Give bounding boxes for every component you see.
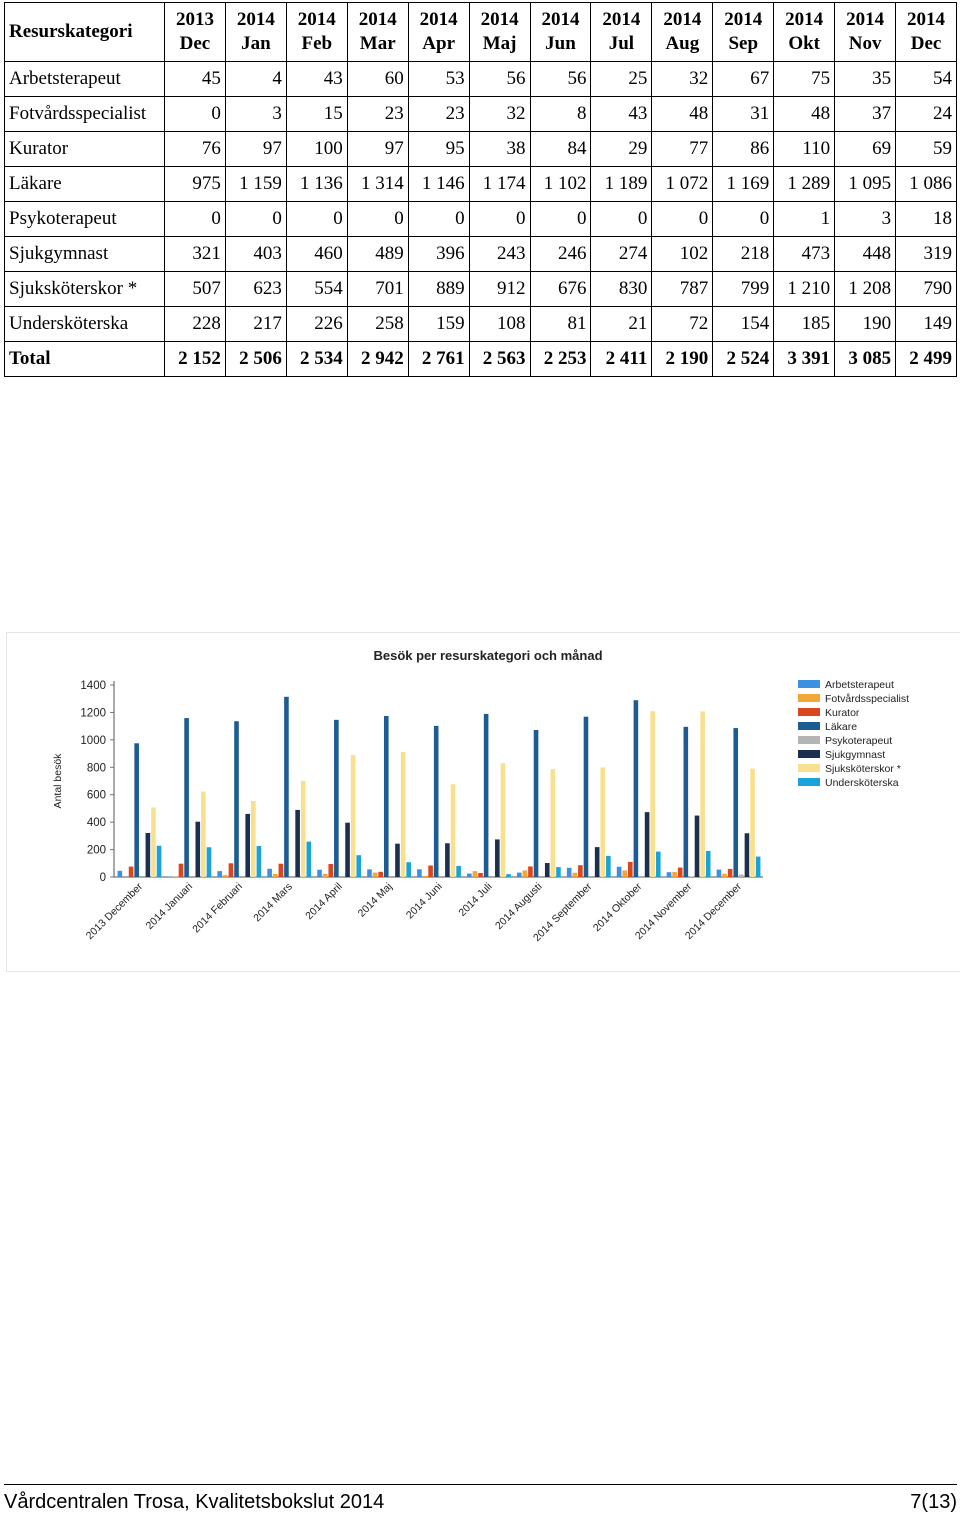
bar-lkare — [684, 727, 689, 877]
bar-fotvrdsspecialist — [373, 873, 378, 877]
table-row — [5, 97, 957, 132]
bar-fotvrdsspecialist — [323, 874, 328, 877]
bar-underskterska — [207, 847, 212, 877]
bar-sjukskterskor — [201, 792, 206, 877]
table-cell: 787 — [652, 272, 713, 307]
table-cell: 43 — [286, 62, 347, 97]
table-cell: 45 — [165, 62, 226, 97]
table-cell: 154 — [713, 307, 774, 342]
bar-kurator — [428, 865, 433, 877]
table-row-category: Fotvårdsspecialist — [5, 97, 165, 132]
bar-underskterska — [356, 855, 361, 877]
bar-sjukskterskor — [401, 752, 406, 877]
x-tick-label: 2014 Juli — [456, 880, 495, 919]
table-cell: 97 — [347, 132, 408, 167]
legend-swatch — [798, 736, 820, 744]
bar-sjukskterskor — [600, 767, 605, 877]
table-cell: 0 — [591, 202, 652, 237]
table-cell: 3 391 — [774, 342, 835, 377]
table-cell: 319 — [896, 237, 957, 272]
y-tick-label: 200 — [86, 844, 106, 857]
bar-arbetsterapeut — [517, 873, 522, 877]
table-cell: 21 — [591, 307, 652, 342]
y-tick-label: 0 — [99, 872, 106, 884]
table-cell: 18 — [896, 202, 957, 237]
table-cell: 1 136 — [286, 167, 347, 202]
bar-lkare — [134, 743, 139, 877]
table-row — [5, 62, 957, 97]
table-cell: 23 — [347, 97, 408, 132]
table-header-month: 2014 Nov — [835, 3, 896, 62]
table-row-category: Psykoterapeut — [5, 202, 165, 237]
bar-sjukgymnast — [745, 833, 750, 877]
bar-arbetsterapeut — [317, 870, 322, 877]
bar-fotvrdsspecialist — [523, 870, 528, 877]
bar-arbetsterapeut — [567, 868, 572, 877]
table-cell: 396 — [408, 237, 469, 272]
table-cell: 912 — [469, 272, 530, 307]
table-cell: 1 095 — [835, 167, 896, 202]
table-cell: 75 — [774, 62, 835, 97]
footer-page-number: 7(13) — [910, 1491, 957, 1513]
bar-arbetsterapeut — [417, 869, 422, 877]
table-header-month: 2014 Sep — [713, 3, 774, 62]
footer-left: Vårdcentralen Trosa, Kvalitetsbokslut 2014 — [4, 1491, 385, 1513]
bar-arbetsterapeut — [667, 872, 672, 877]
bar-sjukgymnast — [645, 812, 650, 877]
legend-swatch — [798, 708, 820, 716]
table-header-month: 2014 Mar — [347, 3, 408, 62]
table-cell: 84 — [530, 132, 591, 167]
table-cell: 8 — [530, 97, 591, 132]
table-cell: 56 — [530, 62, 591, 97]
table-cell: 54 — [896, 62, 957, 97]
bar-kurator — [728, 869, 733, 877]
table-total-row — [5, 342, 957, 377]
table-cell: 1 146 — [408, 167, 469, 202]
bar-psykoterapeut — [739, 875, 744, 877]
table-cell: 623 — [225, 272, 286, 307]
x-tick-label: 2014 September — [531, 880, 595, 945]
bar-kurator — [129, 867, 134, 877]
table-cell: 185 — [774, 307, 835, 342]
bar-underskterska — [307, 842, 312, 877]
y-tick-label: 800 — [86, 762, 106, 775]
bar-fotvrdsspecialist — [223, 875, 228, 877]
table-cell: 790 — [896, 272, 957, 307]
table-cell: 108 — [469, 307, 530, 342]
visits-chart-svg — [7, 633, 960, 971]
table-cell: 97 — [225, 132, 286, 167]
bar-sjukgymnast — [345, 823, 350, 877]
table-header-month: 2014 Okt — [774, 3, 835, 62]
table-row — [5, 202, 957, 237]
legend-swatch — [798, 778, 820, 786]
bar-underskterska — [456, 866, 461, 877]
y-tick-label: 1400 — [80, 680, 106, 692]
table-row — [5, 132, 957, 167]
bar-kurator — [328, 864, 333, 877]
legend-swatch — [798, 764, 820, 772]
table-cell: 889 — [408, 272, 469, 307]
bar-lkare — [733, 728, 738, 877]
x-tick-label: 2014 Juni — [403, 880, 445, 922]
table-cell: 190 — [835, 307, 896, 342]
table-row — [5, 167, 957, 202]
table-header-row — [5, 3, 957, 62]
table-cell: 0 — [347, 202, 408, 237]
bar-sjukgymnast — [245, 814, 250, 877]
legend-label: Sjuksköterskor * — [825, 763, 901, 775]
bar-sjukgymnast — [295, 810, 300, 877]
table-cell: 2 499 — [896, 342, 957, 377]
table-cell: 67 — [713, 62, 774, 97]
bar-underskterska — [756, 857, 761, 877]
y-tick-label: 400 — [86, 817, 106, 830]
bar-sjukgymnast — [695, 816, 700, 877]
table-cell: 15 — [286, 97, 347, 132]
table-cell: 56 — [469, 62, 530, 97]
table-row — [5, 307, 957, 342]
table-cell: 24 — [896, 97, 957, 132]
table-cell: 159 — [408, 307, 469, 342]
bar-sjukskterskor — [650, 711, 655, 877]
table-cell: 243 — [469, 237, 530, 272]
bar-arbetsterapeut — [367, 869, 372, 877]
table-cell: 2 534 — [286, 342, 347, 377]
table-cell: 321 — [165, 237, 226, 272]
table-cell: 2 253 — [530, 342, 591, 377]
table-cell: 76 — [165, 132, 226, 167]
bar-kurator — [578, 865, 583, 877]
bar-lkare — [234, 721, 239, 877]
bar-sjukskterskor — [301, 781, 306, 877]
bar-sjukgymnast — [595, 847, 600, 877]
table-cell: 830 — [591, 272, 652, 307]
table-cell: 37 — [835, 97, 896, 132]
table-cell: 799 — [713, 272, 774, 307]
bar-lkare — [584, 717, 589, 877]
legend-label: Undersköterska — [825, 777, 899, 789]
table-cell: 1 314 — [347, 167, 408, 202]
table-cell: 1 210 — [774, 272, 835, 307]
table-cell: 53 — [408, 62, 469, 97]
table-cell: 32 — [652, 62, 713, 97]
bar-sjukskterskor — [451, 784, 456, 877]
table-cell: 246 — [530, 237, 591, 272]
legend-swatch — [798, 750, 820, 758]
table-cell: 217 — [225, 307, 286, 342]
bar-arbetsterapeut — [267, 869, 272, 877]
table-row — [5, 237, 957, 272]
bar-lkare — [384, 716, 389, 877]
bar-kurator — [628, 862, 633, 877]
table-cell: 81 — [530, 307, 591, 342]
x-tick-label: 2014 April — [303, 880, 345, 923]
bar-arbetsterapeut — [217, 871, 222, 877]
x-tick-label: 2014 Mars — [251, 880, 295, 925]
table-cell: 1 086 — [896, 167, 957, 202]
table-row-category: Total — [5, 342, 165, 377]
table-cell: 228 — [165, 307, 226, 342]
table-row-category: Läkare — [5, 167, 165, 202]
table-cell: 473 — [774, 237, 835, 272]
x-tick-label: 2014 Oktober — [590, 880, 645, 935]
table-cell: 72 — [652, 307, 713, 342]
legend-label: Kurator — [825, 707, 860, 719]
table-cell: 0 — [530, 202, 591, 237]
table-cell: 507 — [165, 272, 226, 307]
bar-fotvrdsspecialist — [672, 872, 677, 877]
table-cell: 403 — [225, 237, 286, 272]
bar-underskterska — [506, 874, 511, 877]
table-header-month: 2014 Dec — [896, 3, 957, 62]
table-header-month: 2014 Feb — [286, 3, 347, 62]
bar-kurator — [678, 868, 683, 877]
x-tick-label: 2014 December — [682, 880, 745, 942]
bar-underskterska — [656, 852, 661, 877]
table-cell: 29 — [591, 132, 652, 167]
table-cell: 2 506 — [225, 342, 286, 377]
table-header-month: 2014 Maj — [469, 3, 530, 62]
table-cell: 3 — [835, 202, 896, 237]
table-row-category: Arbetsterapeut — [5, 62, 165, 97]
visits-chart — [6, 632, 960, 972]
table-cell: 2 190 — [652, 342, 713, 377]
table-cell: 1 169 — [713, 167, 774, 202]
bar-arbetsterapeut — [167, 876, 172, 877]
bar-sjukgymnast — [395, 844, 400, 877]
table-header-category: Resurskategori — [5, 3, 165, 62]
bar-underskterska — [706, 851, 711, 877]
table-cell: 3 085 — [835, 342, 896, 377]
legend-label: Läkare — [825, 721, 858, 733]
x-tick-label: 2014 Februari — [190, 880, 245, 936]
bar-sjukskterskor — [501, 763, 506, 877]
table-cell: 0 — [286, 202, 347, 237]
table-cell: 149 — [896, 307, 957, 342]
table-cell: 676 — [530, 272, 591, 307]
bar-underskterska — [556, 867, 561, 877]
table-cell: 2 563 — [469, 342, 530, 377]
table-cell: 1 072 — [652, 167, 713, 202]
table-row-category: Kurator — [5, 132, 165, 167]
table-cell: 60 — [347, 62, 408, 97]
table-cell: 35 — [835, 62, 896, 97]
table-cell: 460 — [286, 237, 347, 272]
table-cell: 100 — [286, 132, 347, 167]
table-cell: 0 — [225, 202, 286, 237]
bar-kurator — [229, 863, 234, 877]
table-cell: 32 — [469, 97, 530, 132]
table-header-month: 2014 Apr — [408, 3, 469, 62]
table-cell: 23 — [408, 97, 469, 132]
bar-fotvrdsspecialist — [473, 871, 478, 877]
table-cell: 0 — [469, 202, 530, 237]
bar-lkare — [284, 697, 289, 877]
legend-label: Fotvårdsspecialist — [825, 693, 910, 705]
table-cell: 38 — [469, 132, 530, 167]
bar-underskterska — [257, 846, 262, 877]
legend-label: Sjukgymnast — [825, 749, 886, 761]
bar-underskterska — [406, 862, 411, 877]
bar-underskterska — [157, 846, 162, 877]
table-cell: 1 159 — [225, 167, 286, 202]
table-cell: 274 — [591, 237, 652, 272]
legend-label: Psykoterapeut — [825, 735, 893, 747]
bar-sjukgymnast — [146, 833, 151, 877]
table-cell: 1 189 — [591, 167, 652, 202]
table-cell: 4 — [225, 62, 286, 97]
table-cell: 2 411 — [591, 342, 652, 377]
table-cell: 0 — [652, 202, 713, 237]
table-cell: 1 — [774, 202, 835, 237]
y-tick-label: 1000 — [80, 734, 106, 747]
bar-sjukskterskor — [351, 755, 356, 877]
table-row-category: Sjuksköterskor * — [5, 272, 165, 307]
table-cell: 59 — [896, 132, 957, 167]
table-cell: 31 — [713, 97, 774, 132]
legend-swatch — [798, 694, 820, 702]
bar-lkare — [334, 720, 339, 877]
table-cell: 48 — [652, 97, 713, 132]
chart-title: Besök per resurskategori och månad — [373, 648, 603, 663]
table-cell: 448 — [835, 237, 896, 272]
legend-label: Arbetsterapeut — [825, 679, 894, 691]
bar-sjukskterskor — [251, 801, 256, 877]
y-tick-label: 1200 — [80, 707, 106, 720]
table-cell: 0 — [713, 202, 774, 237]
table-cell: 2 152 — [165, 342, 226, 377]
bar-lkare — [484, 714, 489, 877]
table-row — [5, 272, 957, 307]
table-cell: 0 — [165, 97, 226, 132]
table-cell: 95 — [408, 132, 469, 167]
x-tick-label: 2014 Maj — [355, 880, 395, 920]
bar-sjukskterskor — [151, 807, 156, 877]
table-cell: 489 — [347, 237, 408, 272]
x-tick-label: 2013 December — [83, 880, 146, 942]
table-cell: 2 524 — [713, 342, 774, 377]
table-cell: 0 — [165, 202, 226, 237]
table-header-month: 2014 Jan — [225, 3, 286, 62]
table-cell: 69 — [835, 132, 896, 167]
table-cell: 975 — [165, 167, 226, 202]
table-cell: 43 — [591, 97, 652, 132]
bar-sjukgymnast — [445, 843, 450, 877]
table-row-category: Undersköterska — [5, 307, 165, 342]
bar-kurator — [179, 864, 184, 877]
table-cell: 48 — [774, 97, 835, 132]
table-header-month: 2014 Jun — [530, 3, 591, 62]
table-row-category: Sjukgymnast — [5, 237, 165, 272]
bar-sjukgymnast — [195, 822, 200, 877]
x-tick-label: 2014 Augusti — [493, 880, 545, 933]
table-cell: 110 — [774, 132, 835, 167]
table-cell: 2 942 — [347, 342, 408, 377]
bar-fotvrdsspecialist — [722, 874, 727, 877]
bar-lkare — [534, 730, 539, 877]
bar-arbetsterapeut — [617, 867, 622, 877]
bar-fotvrdsspecialist — [423, 876, 428, 877]
bar-kurator — [528, 866, 533, 877]
table-header-month: 2014 Jul — [591, 3, 652, 62]
bar-arbetsterapeut — [118, 871, 123, 877]
table-cell: 226 — [286, 307, 347, 342]
bar-kurator — [279, 864, 284, 877]
table-cell: 86 — [713, 132, 774, 167]
table-header-month: 2014 Aug — [652, 3, 713, 62]
bar-lkare — [434, 726, 439, 877]
bar-sjukskterskor — [750, 769, 755, 877]
y-tick-label: 600 — [86, 789, 106, 802]
table-cell: 218 — [713, 237, 774, 272]
legend-swatch — [798, 680, 820, 688]
table-header-month: 2013 Dec — [165, 3, 226, 62]
bar-arbetsterapeut — [717, 870, 722, 877]
bar-kurator — [478, 873, 483, 877]
table-cell: 102 — [652, 237, 713, 272]
bar-sjukgymnast — [495, 839, 500, 877]
table-cell: 0 — [408, 202, 469, 237]
bar-sjukgymnast — [545, 863, 550, 877]
table-cell: 2 761 — [408, 342, 469, 377]
bar-fotvrdsspecialist — [622, 870, 627, 877]
legend-swatch — [798, 722, 820, 730]
page-footer — [4, 1484, 957, 1514]
table-cell: 1 208 — [835, 272, 896, 307]
table-cell: 1 174 — [469, 167, 530, 202]
x-tick-label: 2014 November — [632, 880, 695, 942]
table-cell: 3 — [225, 97, 286, 132]
table-cell: 1 289 — [774, 167, 835, 202]
y-axis-label: Antal besök — [52, 753, 64, 809]
table-cell: 258 — [347, 307, 408, 342]
table-cell: 1 102 — [530, 167, 591, 202]
resource-table — [4, 2, 957, 377]
table-cell: 554 — [286, 272, 347, 307]
bar-lkare — [634, 700, 639, 877]
bar-lkare — [184, 718, 189, 877]
bar-fotvrdsspecialist — [572, 873, 577, 877]
x-tick-label: 2014 Januari — [143, 880, 196, 933]
table-cell: 77 — [652, 132, 713, 167]
bar-sjukskterskor — [551, 769, 556, 877]
bar-underskterska — [606, 856, 611, 877]
bar-fotvrdsspecialist — [273, 874, 278, 877]
bar-kurator — [378, 872, 383, 877]
table-cell: 25 — [591, 62, 652, 97]
table-cell: 701 — [347, 272, 408, 307]
bar-sjukskterskor — [700, 711, 705, 877]
bar-arbetsterapeut — [467, 874, 472, 877]
